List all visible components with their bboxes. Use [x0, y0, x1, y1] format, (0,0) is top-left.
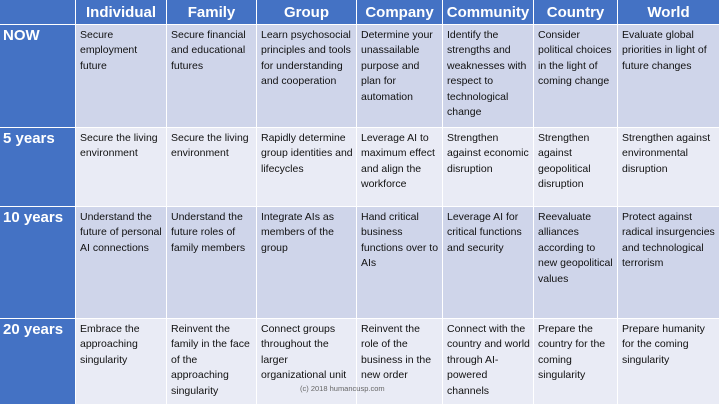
- table-cell: Strengthen against geopolitical disruption: [534, 128, 618, 207]
- table-cell: Reinvent the family in the face of the approaching singularity: [167, 319, 257, 405]
- table-cell: Consider political choices in the light of coming change: [534, 25, 618, 128]
- table-cell: Evaluate global priorities in light of future changes: [618, 25, 720, 128]
- table-cell: Understand the future roles of family members: [167, 207, 257, 319]
- table-cell: Rapidly determine group identities and lifecycles: [257, 128, 357, 207]
- col-header-company: Company: [357, 0, 443, 25]
- table-cell: Connect with the country and world through AI-powered channels: [443, 319, 534, 405]
- table-cell: Strengthen against economic disruption: [443, 128, 534, 207]
- table-cell: Hand critical business functions over to AIs: [357, 207, 443, 319]
- table-cell: Identify the strengths and weaknesses with respect to technological change: [443, 25, 534, 128]
- corner-cell: [0, 0, 76, 25]
- col-header-family: Family: [167, 0, 257, 25]
- table-cell: Secure financial and educational futures: [167, 25, 257, 128]
- row-header-10-years: 10 years: [0, 207, 76, 319]
- col-header-group: Group: [257, 0, 357, 25]
- table-cell: Secure the living environment: [167, 128, 257, 207]
- col-header-individual: Individual: [76, 0, 167, 25]
- table-cell: Leverage AI for critical functions and security: [443, 207, 534, 319]
- table-cell: Reinvent the role of the business in the new order: [357, 319, 443, 405]
- row-header-20-years: 20 years: [0, 319, 76, 405]
- table-cell: Integrate AIs as members of the group: [257, 207, 357, 319]
- col-header-world: World: [618, 0, 720, 25]
- table-cell: Leverage AI to maximum effect and align the workforce: [357, 128, 443, 207]
- table-cell: Connect groups throughout the larger organizational unit: [257, 319, 357, 405]
- copyright-credit: (c) 2018 humancusp.com: [300, 384, 385, 393]
- row-header-now: NOW: [0, 25, 76, 128]
- table-cell: Reevaluate alliances according to new geopolitical values: [534, 207, 618, 319]
- table-cell: Learn psychosocial principles and tools for understanding and cooperation: [257, 25, 357, 128]
- col-header-community: Community: [443, 0, 534, 25]
- table-cell: Determine your unassailable purpose and plan for automation: [357, 25, 443, 128]
- table-cell: Protect against radical insurgencies and technological terrorism: [618, 207, 720, 319]
- table-cell: Prepare humanity for the coming singularity: [618, 319, 720, 405]
- table-cell: Strengthen against environmental disruption: [618, 128, 720, 207]
- table-cell: Embrace the approaching singularity: [76, 319, 167, 405]
- row-header-5-years: 5 years: [0, 128, 76, 207]
- table-cell: Prepare the country for the coming singularity: [534, 319, 618, 405]
- col-header-country: Country: [534, 0, 618, 25]
- table-cell: Secure the living environment: [76, 128, 167, 207]
- table-cell: Understand the future of personal AI connections: [76, 207, 167, 319]
- table-cell: Secure employment future: [76, 25, 167, 128]
